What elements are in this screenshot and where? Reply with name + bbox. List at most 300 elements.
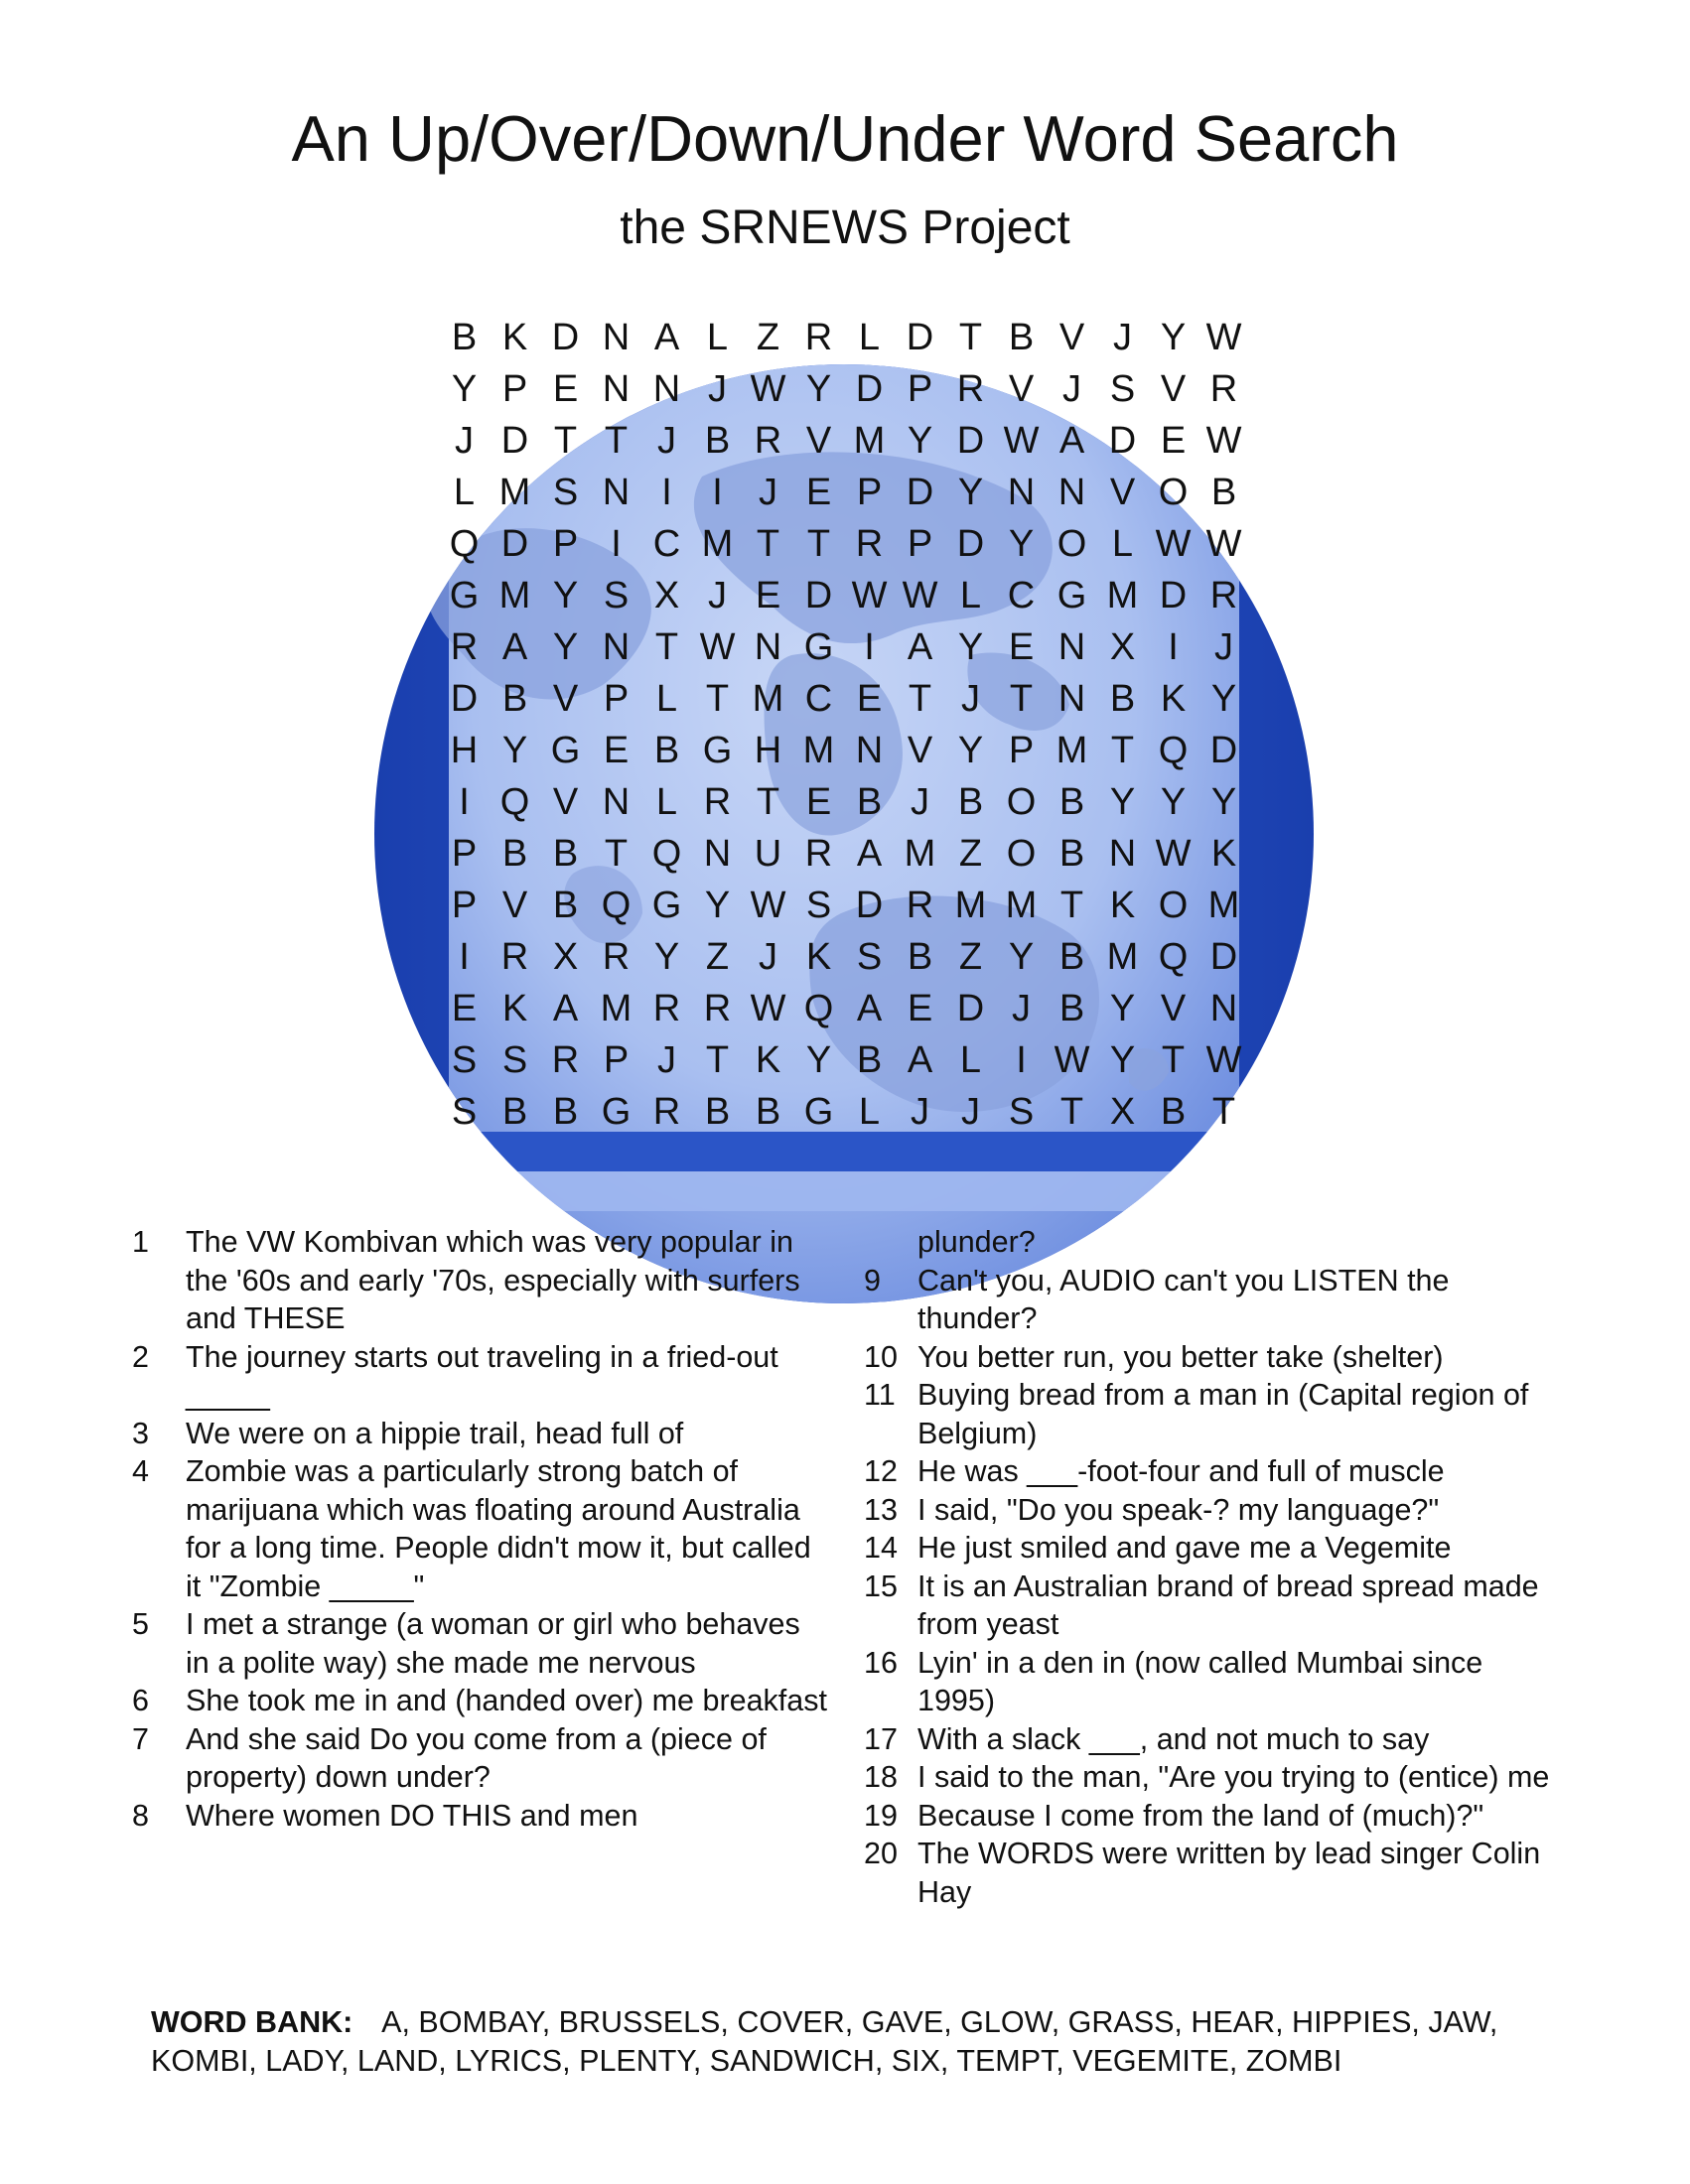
grid-letter: B bbox=[451, 317, 478, 358]
grid-letter: Y bbox=[552, 575, 579, 616]
grid-letter: W bbox=[851, 575, 888, 616]
grid-letter: X bbox=[653, 575, 680, 616]
clue-item bbox=[132, 1223, 827, 1338]
grid-row bbox=[439, 931, 1249, 983]
grid-letter: M bbox=[1005, 885, 1038, 926]
grid-letter: K bbox=[1109, 885, 1136, 926]
grid-letter: G bbox=[803, 1091, 834, 1133]
clue-text: Buying bread from a man in (Capital region of Belgium) bbox=[917, 1378, 1537, 1450]
grid-letter: P bbox=[907, 368, 933, 410]
grid-letter: N bbox=[1057, 472, 1086, 513]
grid-letter: B bbox=[856, 1039, 883, 1081]
clue-number: 6 bbox=[132, 1684, 149, 1717]
grid-letter: T bbox=[1211, 1091, 1236, 1133]
clue-number: 1 bbox=[132, 1225, 149, 1259]
grid-letter: J bbox=[911, 1091, 929, 1133]
grid-row bbox=[439, 1034, 1249, 1086]
grid-letter: M bbox=[701, 523, 734, 565]
clue-item bbox=[864, 1720, 1559, 1759]
grid-letter: E bbox=[603, 730, 630, 771]
grid-letter: Y bbox=[451, 368, 478, 410]
grid-letter: L bbox=[1111, 523, 1134, 565]
grid-letter: M bbox=[1106, 575, 1139, 616]
clue-number: 10 bbox=[864, 1339, 898, 1374]
grid-letter: J bbox=[911, 781, 929, 823]
clue-text: The WORDS were written by lead singer Colin Hay bbox=[917, 1837, 1549, 1909]
grid-letter: Q bbox=[1158, 730, 1189, 771]
grid-letter: O bbox=[1056, 523, 1087, 565]
grid-letter: B bbox=[1058, 988, 1085, 1029]
clue-item bbox=[132, 1720, 827, 1797]
clue-item bbox=[132, 1682, 827, 1720]
grid-letter: V bbox=[1109, 472, 1136, 513]
grid-letter: J bbox=[1012, 988, 1031, 1029]
grid-row bbox=[439, 570, 1249, 621]
grid-letter: I bbox=[1168, 626, 1179, 668]
clues-column-left bbox=[132, 1223, 827, 1835]
grid-letter: R bbox=[602, 936, 631, 978]
grid-letter: M bbox=[498, 575, 531, 616]
grid-letter: J bbox=[657, 1039, 676, 1081]
grid-letter: W bbox=[699, 626, 736, 668]
grid-letter: T bbox=[1059, 1091, 1084, 1133]
grid-letter: Y bbox=[957, 730, 984, 771]
clue-item bbox=[864, 1491, 1559, 1530]
grid-letter: G bbox=[803, 626, 834, 668]
grid-letter: N bbox=[652, 368, 681, 410]
grid-letter: D bbox=[1209, 936, 1238, 978]
grid-letter: B bbox=[552, 1091, 579, 1133]
grid-letter: K bbox=[1160, 678, 1187, 720]
grid-letter: Z bbox=[705, 936, 730, 978]
grid-letter: I bbox=[712, 472, 723, 513]
grid-letter: L bbox=[453, 472, 476, 513]
grid-letter: D bbox=[956, 420, 985, 462]
grid-letter: Y bbox=[957, 472, 984, 513]
grid-letter: D bbox=[1108, 420, 1137, 462]
grid-letter: M bbox=[802, 730, 835, 771]
grid-letter: A bbox=[856, 833, 883, 875]
clue-text: And she said Do you come from a (piece of property) down under? bbox=[186, 1721, 775, 1794]
grid-letter: J bbox=[708, 575, 727, 616]
grid-letter: V bbox=[552, 781, 579, 823]
grid-letter: N bbox=[855, 730, 884, 771]
grid-letter: B bbox=[1160, 1091, 1187, 1133]
grid-letter: M bbox=[1056, 730, 1088, 771]
grid-letter: T bbox=[705, 1039, 730, 1081]
grid-letter: N bbox=[602, 626, 631, 668]
grid-letter: T bbox=[958, 317, 983, 358]
grid-letter: J bbox=[657, 420, 676, 462]
grid-letter: Y bbox=[1109, 1039, 1136, 1081]
grid-letter: R bbox=[652, 988, 681, 1029]
grid-letter: T bbox=[553, 420, 578, 462]
grid-letter: K bbox=[501, 988, 528, 1029]
grid-letter: Y bbox=[704, 885, 731, 926]
grid-letter: Y bbox=[552, 626, 579, 668]
grid-letter: G bbox=[702, 730, 733, 771]
clue-number: 3 bbox=[132, 1416, 149, 1450]
grid-letter: M bbox=[1106, 936, 1139, 978]
grid-letter: B bbox=[1058, 936, 1085, 978]
grid-letter: M bbox=[904, 833, 936, 875]
clue-number: 2 bbox=[132, 1339, 149, 1374]
grid-letter: N bbox=[602, 472, 631, 513]
grid-letter: N bbox=[602, 317, 631, 358]
grid-letter: R bbox=[703, 781, 732, 823]
grid-letter: M bbox=[600, 988, 633, 1029]
clue-item bbox=[132, 1415, 827, 1453]
grid-letter: T bbox=[705, 678, 730, 720]
grid-letter: B bbox=[856, 781, 883, 823]
clue-text: Where women DO THIS and men bbox=[186, 1798, 638, 1833]
grid-letter: D bbox=[1159, 575, 1188, 616]
grid-letter: Y bbox=[1160, 317, 1187, 358]
grid-letter: S bbox=[451, 1091, 478, 1133]
grid-letter: R bbox=[1209, 368, 1238, 410]
grid-letter: V bbox=[907, 730, 933, 771]
grid-letter: G bbox=[601, 1091, 632, 1133]
grid-letter: Q bbox=[803, 988, 834, 1029]
clue-text: Because I come from the land of (much)?" bbox=[917, 1798, 1484, 1833]
grid-letter: N bbox=[602, 368, 631, 410]
clue-item bbox=[132, 1452, 827, 1605]
grid-letter: P bbox=[603, 1039, 630, 1081]
clue-item bbox=[132, 1605, 827, 1682]
clue-text: She took me in and (handed over) me breakfast bbox=[186, 1684, 827, 1717]
grid-letter: J bbox=[1113, 317, 1132, 358]
grid-letter: N bbox=[1057, 626, 1086, 668]
grid-letter: J bbox=[759, 472, 777, 513]
clue-number: 17 bbox=[864, 1721, 898, 1756]
clue-number: 18 bbox=[864, 1760, 898, 1794]
word-bank-words: A, BOMBAY, BRUSSELS, COVER, GAVE, GLOW, GRASS, HEAR, HIPPIES, JAW, KOMBI, LADY, LAND, LYRICS, PLENTY, SANDWICH, SIX, TEMPT, VEGEMITE, ZOMBI bbox=[151, 2005, 1498, 2078]
grid-letter: V bbox=[1008, 368, 1035, 410]
grid-letter: Q bbox=[449, 523, 480, 565]
grid-letter: C bbox=[804, 678, 833, 720]
grid-letter: Q bbox=[499, 781, 530, 823]
grid-letter: T bbox=[908, 678, 932, 720]
clue-item bbox=[864, 1452, 1559, 1491]
clue-number: 13 bbox=[864, 1492, 898, 1527]
grid-letter: T bbox=[1161, 1039, 1186, 1081]
grid-letter: B bbox=[704, 420, 731, 462]
grid-letter: D bbox=[855, 885, 884, 926]
clue-item bbox=[864, 1835, 1559, 1911]
grid-letter: D bbox=[956, 988, 985, 1029]
grid-letter: B bbox=[755, 1091, 781, 1133]
grid-letter: W bbox=[750, 988, 786, 1029]
grid-letter: R bbox=[551, 1039, 580, 1081]
clue-text: plunder? bbox=[917, 1225, 1036, 1259]
grid-letter: E bbox=[907, 988, 933, 1029]
grid-letter: W bbox=[902, 575, 938, 616]
clue-item bbox=[864, 1568, 1559, 1644]
grid-letter: O bbox=[1006, 781, 1037, 823]
grid-letter: B bbox=[1210, 472, 1237, 513]
grid-letter: D bbox=[551, 317, 580, 358]
grid-letter: E bbox=[805, 472, 832, 513]
grid-letter: A bbox=[907, 1039, 933, 1081]
grid-letter: G bbox=[651, 885, 682, 926]
grid-letter: S bbox=[1109, 368, 1136, 410]
clue-number: 19 bbox=[864, 1798, 898, 1833]
clue-number: 15 bbox=[864, 1569, 898, 1603]
grid-letter: S bbox=[552, 472, 579, 513]
grid-letter: L bbox=[706, 317, 729, 358]
grid-letter: S bbox=[451, 1039, 478, 1081]
page-subtitle: the SRNEWS Project bbox=[620, 202, 1070, 254]
grid-row bbox=[439, 673, 1249, 725]
grid-letter: P bbox=[451, 885, 478, 926]
grid-letter: Q bbox=[651, 833, 682, 875]
grid-letter: D bbox=[1209, 730, 1238, 771]
grid-letter: N bbox=[1209, 988, 1238, 1029]
word-search-grid bbox=[439, 312, 1249, 1138]
grid-letter: D bbox=[906, 317, 934, 358]
grid-letter: K bbox=[1210, 833, 1237, 875]
clue-text: With a slack ___, and not much to say bbox=[917, 1721, 1430, 1756]
grid-letter: S bbox=[603, 575, 630, 616]
grid-letter: N bbox=[1007, 472, 1036, 513]
clue-text: Lyin' in a den in (now called Mumbai since 1995) bbox=[917, 1645, 1491, 1717]
clue-text: Zombie was a particularly strong batch of marijuana which was floating around Australia for a long time. People didn't mow it, but called it "Zombie _____" bbox=[186, 1454, 820, 1603]
grid-letter: D bbox=[500, 420, 529, 462]
grid-letter: I bbox=[1016, 1039, 1027, 1081]
clue-text: I said, "Do you speak-? my language?" bbox=[917, 1492, 1440, 1527]
grid-letter: D bbox=[855, 368, 884, 410]
grid-letter: B bbox=[1058, 833, 1085, 875]
grid-letter: R bbox=[754, 420, 782, 462]
clue-text: Can't you, AUDIO can't you LISTEN the thunder? bbox=[917, 1263, 1458, 1335]
grid-row bbox=[439, 828, 1249, 880]
grid-row bbox=[439, 518, 1249, 570]
grid-letter: B bbox=[957, 781, 984, 823]
grid-letter: Y bbox=[1109, 781, 1136, 823]
grid-letter: R bbox=[906, 885, 934, 926]
grid-letter: Y bbox=[805, 1039, 832, 1081]
grid-letter: T bbox=[1009, 678, 1034, 720]
grid-letter: V bbox=[805, 420, 832, 462]
grid-letter: Z bbox=[958, 833, 983, 875]
grid-letter: A bbox=[856, 988, 883, 1029]
grid-letter: L bbox=[858, 1091, 881, 1133]
grid-letter: I bbox=[611, 523, 622, 565]
grid-letter: W bbox=[1155, 523, 1192, 565]
grid-letter: Y bbox=[1210, 781, 1237, 823]
grid-letter: B bbox=[501, 1091, 528, 1133]
grid-letter: Q bbox=[1158, 936, 1189, 978]
grid-letter: B bbox=[1109, 678, 1136, 720]
grid-letter: A bbox=[501, 626, 528, 668]
grid-letter: L bbox=[655, 781, 678, 823]
grid-row bbox=[439, 621, 1249, 673]
grid-letter: B bbox=[704, 1091, 731, 1133]
grid-letter: D bbox=[906, 472, 934, 513]
clue-number: 11 bbox=[864, 1378, 896, 1412]
grid-letter: G bbox=[1056, 575, 1087, 616]
grid-letter: L bbox=[858, 317, 881, 358]
grid-letter: E bbox=[1008, 626, 1035, 668]
grid-row bbox=[439, 1086, 1249, 1138]
grid-letter: B bbox=[552, 833, 579, 875]
grid-row bbox=[439, 415, 1249, 467]
grid-letter: S bbox=[501, 1039, 528, 1081]
grid-letter: K bbox=[501, 317, 528, 358]
clue-number: 20 bbox=[864, 1837, 898, 1870]
clue-number: 12 bbox=[864, 1454, 898, 1488]
clue-item bbox=[132, 1338, 827, 1415]
grid-letter: Y bbox=[1008, 523, 1035, 565]
grid-letter: J bbox=[1062, 368, 1081, 410]
grid-letter: W bbox=[1205, 1039, 1242, 1081]
grid-letter: I bbox=[459, 936, 470, 978]
grid-letter: W bbox=[1003, 420, 1040, 462]
grid-row bbox=[439, 880, 1249, 931]
clue-item bbox=[864, 1758, 1559, 1797]
grid-letter: Y bbox=[1160, 781, 1187, 823]
grid-letter: B bbox=[907, 936, 933, 978]
grid-letter: E bbox=[755, 575, 781, 616]
grid-letter: T bbox=[1110, 730, 1135, 771]
grid-letter: X bbox=[552, 936, 579, 978]
grid-letter: I bbox=[661, 472, 672, 513]
grid-letter: Z bbox=[958, 936, 983, 978]
grid-letter: W bbox=[1054, 1039, 1090, 1081]
grid-letter: B bbox=[501, 833, 528, 875]
grid-letter: P bbox=[501, 368, 528, 410]
grid-letter: Y bbox=[907, 420, 933, 462]
grid-letter: V bbox=[1058, 317, 1085, 358]
clue-number: 7 bbox=[132, 1721, 149, 1756]
grid-letter: Y bbox=[805, 368, 832, 410]
grid-letter: B bbox=[1008, 317, 1035, 358]
word-bank-label: WORD BANK: bbox=[151, 2005, 353, 2039]
grid-letter: D bbox=[804, 575, 833, 616]
grid-letter: R bbox=[500, 936, 529, 978]
grid-letter: P bbox=[603, 678, 630, 720]
clue-text: I met a strange (a woman or girl who behaves in a polite way) she made me nervous bbox=[186, 1607, 809, 1680]
grid-letter: N bbox=[703, 833, 732, 875]
grid-letter: V bbox=[1160, 988, 1187, 1029]
grid-letter: B bbox=[552, 885, 579, 926]
clue-text: I said to the man, "Are you trying to (entice) me bbox=[917, 1760, 1550, 1794]
grid-letter: M bbox=[752, 678, 784, 720]
grid-letter: G bbox=[550, 730, 581, 771]
grid-letter: Y bbox=[1008, 936, 1035, 978]
grid-letter: X bbox=[1109, 626, 1136, 668]
grid-letter: Y bbox=[957, 626, 984, 668]
grid-letter: C bbox=[652, 523, 681, 565]
grid-letter: T bbox=[604, 420, 629, 462]
clue-number: 9 bbox=[864, 1263, 881, 1297]
grid-letter: P bbox=[552, 523, 579, 565]
grid-letter: P bbox=[451, 833, 478, 875]
grid-letter: M bbox=[498, 472, 531, 513]
grid-letter: U bbox=[754, 833, 782, 875]
page-title: An Up/Over/Down/Under Word Search bbox=[291, 102, 1399, 175]
grid-letter: L bbox=[959, 575, 982, 616]
grid-letter: W bbox=[1205, 523, 1242, 565]
grid-letter: J bbox=[759, 936, 777, 978]
grid-row bbox=[439, 363, 1249, 415]
grid-letter: A bbox=[552, 988, 579, 1029]
grid-letter: W bbox=[750, 368, 786, 410]
grid-letter: G bbox=[449, 575, 480, 616]
grid-letter: Q bbox=[601, 885, 632, 926]
grid-letter: V bbox=[501, 885, 528, 926]
grid-letter: W bbox=[1205, 317, 1242, 358]
grid-letter: N bbox=[1108, 833, 1137, 875]
grid-letter: J bbox=[455, 420, 474, 462]
grid-letter: D bbox=[500, 523, 529, 565]
clue-number: 14 bbox=[864, 1531, 898, 1565]
grid-letter: E bbox=[451, 988, 478, 1029]
grid-letter: A bbox=[907, 626, 933, 668]
grid-letter: P bbox=[907, 523, 933, 565]
grid-letter: E bbox=[856, 678, 883, 720]
grid-letter: Y bbox=[653, 936, 680, 978]
grid-row bbox=[439, 776, 1249, 828]
grid-letter: A bbox=[1058, 420, 1085, 462]
clue-text: We were on a hippie trail, head full of bbox=[186, 1416, 684, 1450]
grid-letter: I bbox=[459, 781, 470, 823]
grid-letter: W bbox=[1155, 833, 1192, 875]
grid-letter: R bbox=[804, 317, 833, 358]
grid-letter: T bbox=[604, 833, 629, 875]
grid-letter: R bbox=[855, 523, 884, 565]
grid-letter: V bbox=[1160, 368, 1187, 410]
clue-number: 5 bbox=[132, 1607, 149, 1641]
clue-text: He was ___-foot-four and full of muscle bbox=[917, 1454, 1445, 1488]
grid-letter: T bbox=[654, 626, 679, 668]
grid-letter: J bbox=[708, 368, 727, 410]
grid-row bbox=[439, 725, 1249, 776]
grid-letter: R bbox=[703, 988, 732, 1029]
grid-letter: N bbox=[1057, 678, 1086, 720]
grid-letter: D bbox=[450, 678, 479, 720]
clues-column-right bbox=[864, 1223, 1559, 1911]
grid-row bbox=[439, 312, 1249, 363]
grid-letter: P bbox=[856, 472, 883, 513]
grid-letter: L bbox=[959, 1039, 982, 1081]
clue-text: You better run, you better take (shelter) bbox=[917, 1339, 1444, 1374]
grid-letter: R bbox=[652, 1091, 681, 1133]
grid-letter: I bbox=[864, 626, 875, 668]
grid-letter: S bbox=[856, 936, 883, 978]
grid-letter: M bbox=[853, 420, 886, 462]
grid-letter: Y bbox=[501, 730, 528, 771]
grid-letter: P bbox=[1008, 730, 1035, 771]
grid-letter: R bbox=[450, 626, 479, 668]
clue-text: It is an Australian brand of bread spread made from yeast bbox=[917, 1569, 1548, 1641]
grid-letter: X bbox=[1109, 1091, 1136, 1133]
grid-letter: N bbox=[602, 781, 631, 823]
grid-letter: J bbox=[1214, 626, 1233, 668]
grid-letter: V bbox=[552, 678, 579, 720]
clue-item bbox=[864, 1223, 1559, 1262]
clue-item bbox=[864, 1376, 1559, 1452]
grid-letter: Y bbox=[1109, 988, 1136, 1029]
grid-letter: T bbox=[1059, 885, 1084, 926]
grid-letter: H bbox=[754, 730, 782, 771]
grid-letter: O bbox=[1006, 833, 1037, 875]
grid-letter: S bbox=[1008, 1091, 1035, 1133]
clue-item bbox=[864, 1797, 1559, 1836]
clue-number: 4 bbox=[132, 1454, 149, 1488]
clue-number bbox=[864, 1223, 917, 1262]
clue-text: The journey starts out traveling in a fried-out _____ bbox=[186, 1339, 787, 1412]
